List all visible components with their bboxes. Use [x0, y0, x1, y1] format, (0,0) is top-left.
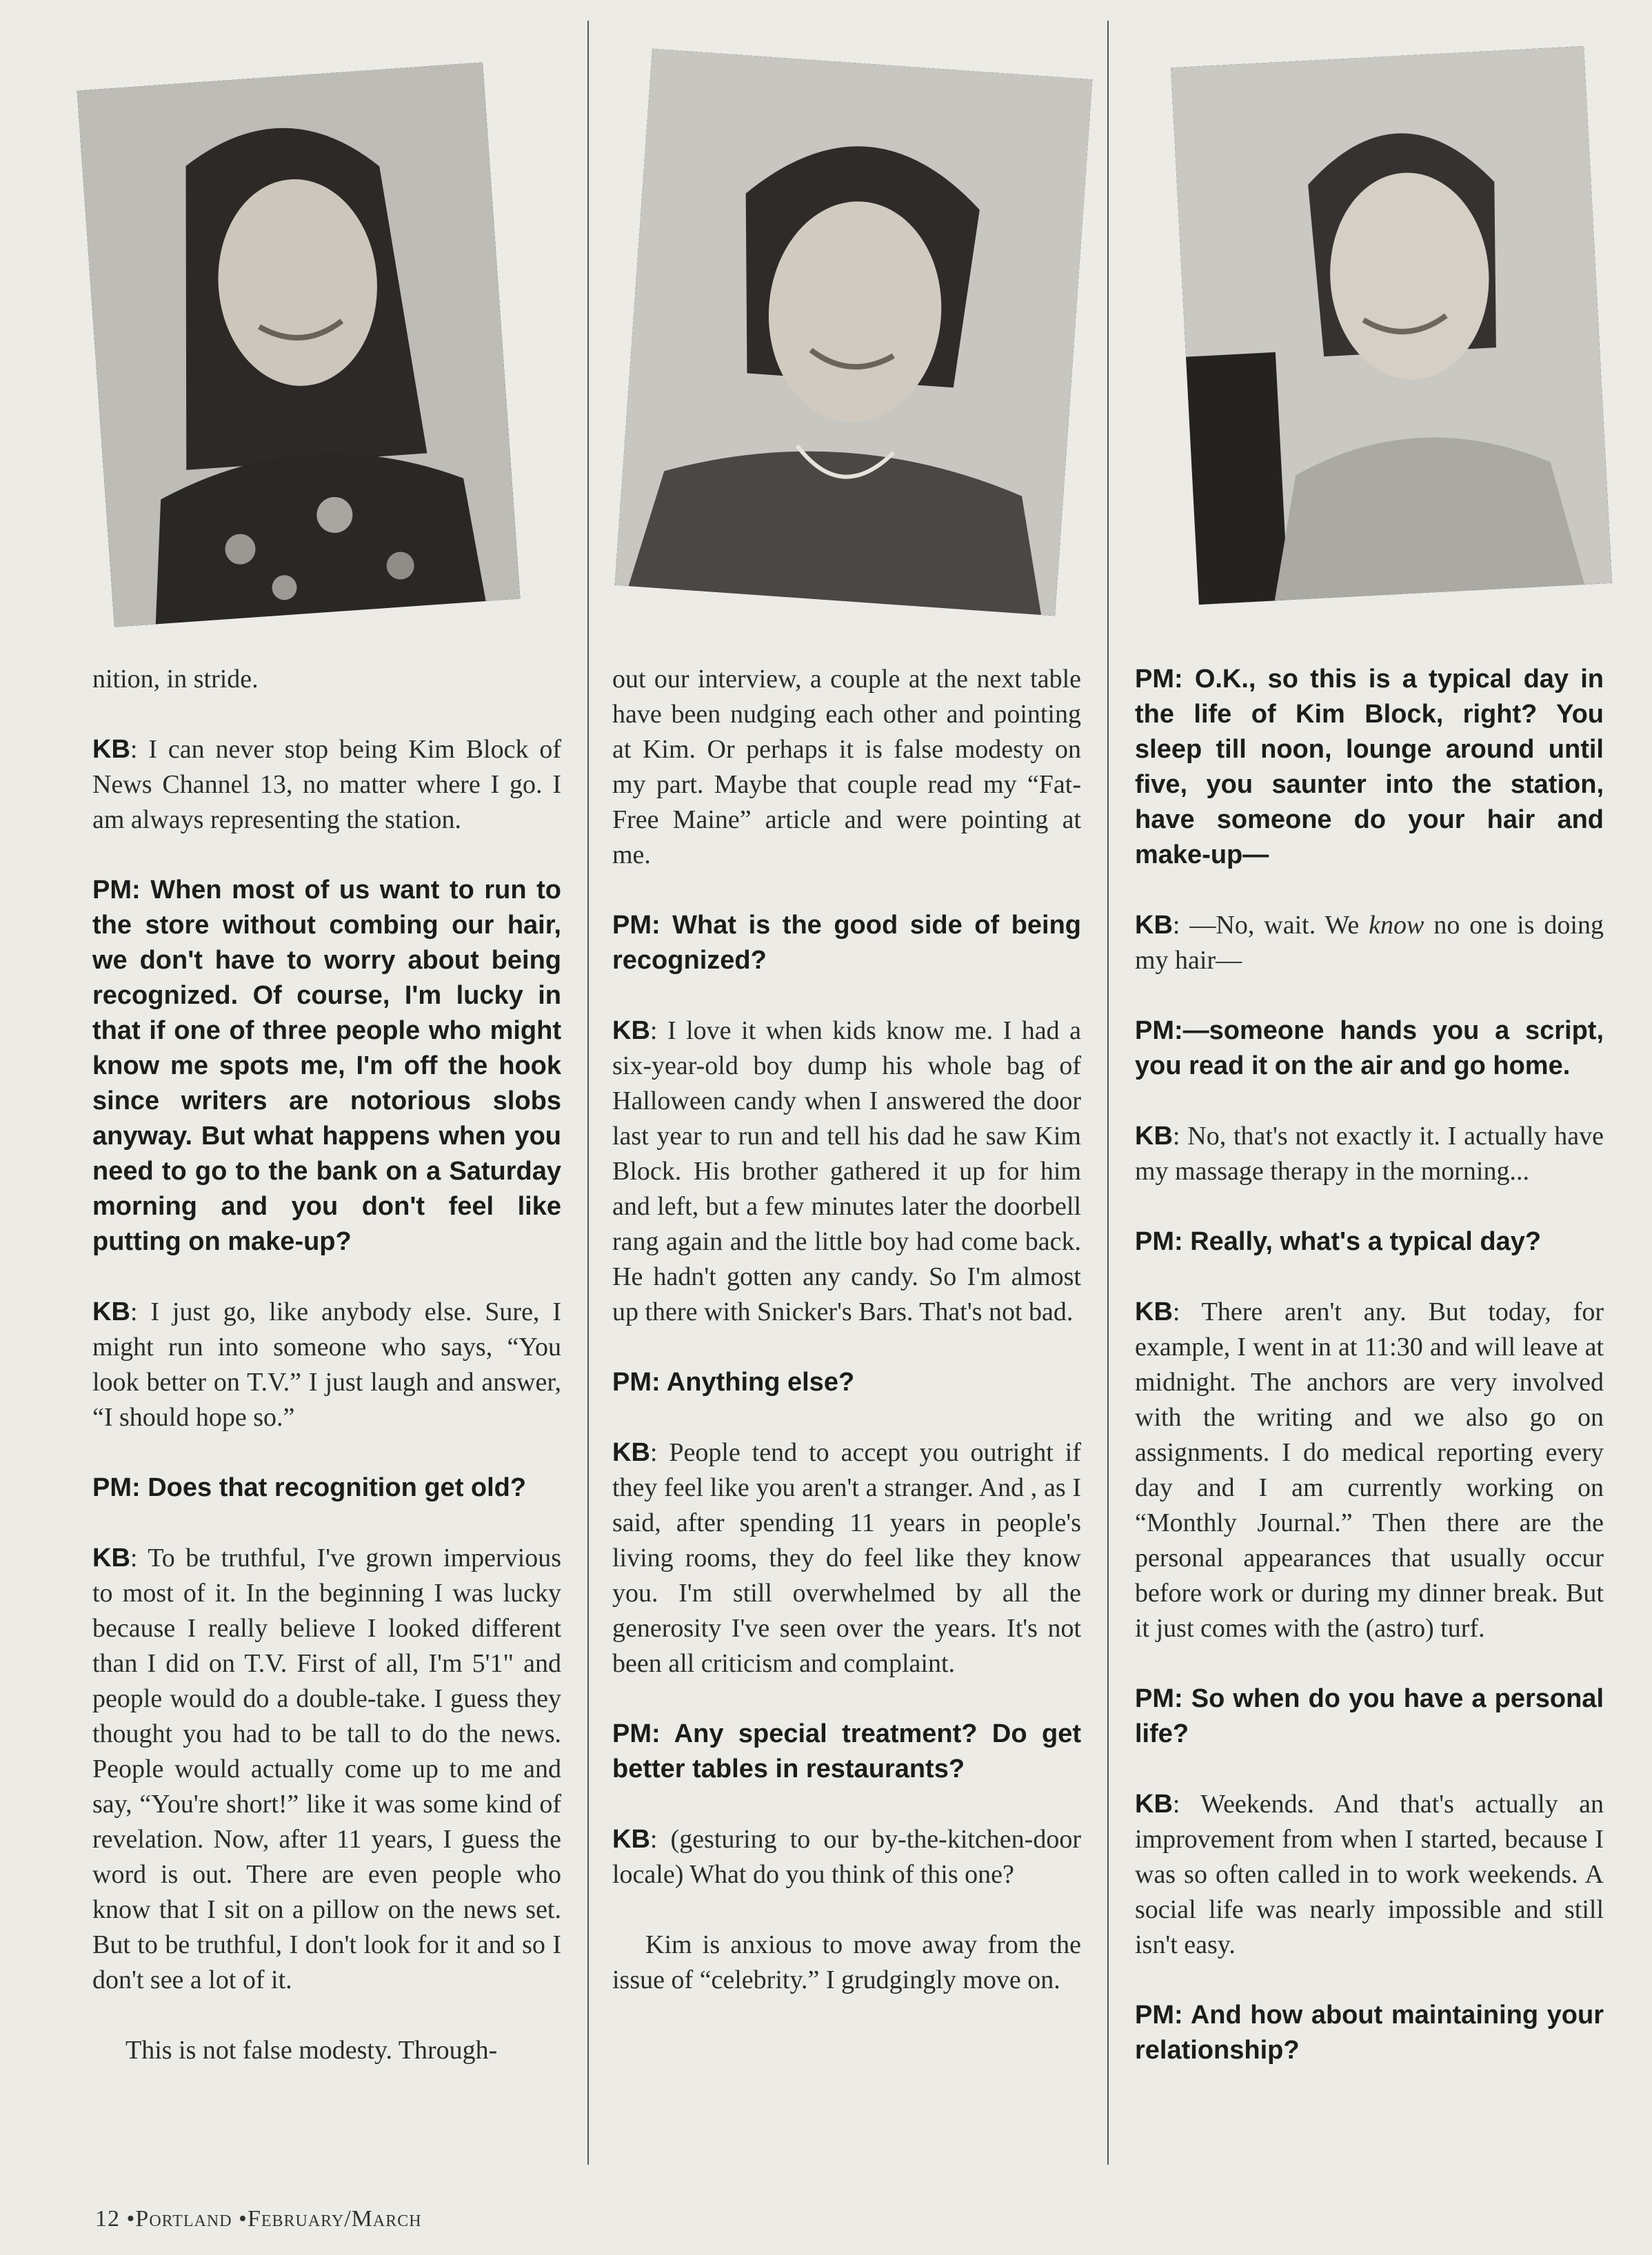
paragraph: [1135, 1787, 1604, 1963]
page-footer: [95, 2206, 422, 2232]
paragraph: [1135, 1295, 1604, 1646]
separator: •: [239, 2206, 248, 2232]
speaker-tag: KB: [612, 1016, 650, 1045]
speaker-tag: KB: [92, 1544, 130, 1573]
speaker-tag: KB: [92, 735, 130, 764]
answer-text: : I just go, like anybody else. Sure, I might run into someone who says, “You look better on T.V.” I just laugh and answer, “I should hope so.”: [92, 1297, 561, 1432]
speaker-tag: KB: [612, 1438, 650, 1467]
issue-date: February/March: [247, 2206, 422, 2232]
question: PM: Does that recognition get old?: [92, 1473, 527, 1502]
speaker-tag: KB: [92, 1297, 130, 1326]
answer-text: : I can never stop being Kim Block of News Channel 13, no matter where I go. I am always representing the station.: [92, 735, 561, 834]
paragraph: Kim is anxious to move away from the issue of “celebrity.” I grudgingly move on.: [612, 1930, 1081, 1994]
magazine-name: Portland: [135, 2206, 232, 2232]
question: PM: And how about maintaining your relationship?: [1135, 2001, 1604, 2065]
answer-text: : To be truthful, I've grown impervious to most of it. In the beginning I was lucky because I really believe I looked different than I did on T.V. First of all, I'm 5'1" and people would do a double-take. I guess they thought you had to be tall to do the news. People would actually come up to me and say, “You're short!” like it was some kind of revelation. Now, after 11 years, I guess the word is out. There are even people who know that I sit on a pillow on the news set. But to be truthful, I don't look for it and so I don't see a lot of it.: [92, 1544, 561, 1994]
column-2: [612, 662, 1081, 2033]
paragraph: [92, 732, 561, 838]
answer-text: no one is doing my hair—: [1135, 911, 1604, 975]
page-number: 12: [95, 2206, 120, 2232]
paragraph: [92, 1295, 561, 1435]
question: PM:—someone hands you a script, you read it on the air and go home.: [1135, 1016, 1604, 1080]
paragraph: out our interview, a couple at the next table have been nudging each other and pointing at Kim. Or perhaps it is false modesty on my part. Maybe that couple read my “Fat-Free Maine” article and were pointing at me.: [612, 665, 1081, 869]
question: PM: Anything else?: [612, 1368, 855, 1397]
paragraph: [1135, 908, 1604, 978]
question: PM: O.K., so this is a typical day in the life of Kim Block, right? You sleep till noon, lounge around until five, you saunter into the station, have someone do your hair and make-up—: [1135, 665, 1604, 869]
speaker-tag: KB: [1135, 1297, 1173, 1326]
column-rule-left: [587, 21, 589, 2165]
answer-text: : Weekends. And that's actually an improvement from when I started, because I was so often called in to work weekends. A social life was nearly impossible and still isn't easy.: [1135, 1790, 1604, 1959]
speaker-tag: KB: [1135, 1790, 1173, 1819]
column-rule-right: [1107, 21, 1109, 2165]
paragraph: This is not false modesty. Through-: [125, 2036, 498, 2065]
question: PM: When most of us want to run to the store without combing our hair, we don't have to worry about being recognized. Of course, I'm lucky in that if one of three people who might know me spots me, I'm off the hook since writers are notorious slobs anyway. But what happens when you need to go to the bank on a Saturday morning and you don't feel like putting on make-up?: [92, 876, 561, 1256]
speaker-tag: KB: [612, 1825, 650, 1854]
paragraph: [92, 1541, 561, 1998]
paragraph: [1135, 1119, 1604, 1189]
paragraph: [612, 1013, 1081, 1330]
answer-text: : —No, wait. We: [1172, 911, 1369, 940]
answer-text: : (gesturing to our by-the-kitchen-door locale) What do you think of this one?: [612, 1825, 1081, 1889]
kim-block-portrait-3: [1171, 46, 1612, 605]
kim-block-portrait-1: [77, 62, 521, 627]
question: PM: Any special treatment? Do get better tables in restaurants?: [612, 1719, 1081, 1783]
question: PM: What is the good side of being recognized?: [612, 911, 1081, 975]
paragraph: [612, 1822, 1081, 1892]
paragraph: nition, in stride.: [92, 665, 259, 694]
answer-text: : People tend to accept you outright if they feel like you aren't a stranger. And , as I said, after spending 11 years in people's living rooms, they do feel like they know you. I'm still overwhelmed by all the generosity I've seen over the years. It's not been all criticism and complaint.: [612, 1438, 1081, 1678]
column-1: [92, 662, 561, 2103]
emphasis-text: know: [1369, 911, 1424, 940]
paragraph: [612, 1435, 1081, 1681]
question: PM: Really, what's a typical day?: [1135, 1227, 1542, 1256]
column-3: [1135, 662, 1604, 2103]
answer-text: : No, that's not exactly it. I actually have my massage therapy in the morning...: [1135, 1122, 1604, 1186]
kim-block-portrait-2: [615, 49, 1093, 616]
separator: •: [126, 2206, 136, 2232]
question: PM: So when do you have a personal life?: [1135, 1684, 1604, 1748]
speaker-tag: KB: [1135, 911, 1173, 940]
answer-text: : I love it when kids know me. I had a six-year-old boy dump his whole bag of Halloween candy when I answered the door last year to run and tell his dad he saw Kim Block. His brother gathered it up for him and left, but a few minutes later the doorbell rang again and the little boy had come back. He hadn't gotten any candy. So I'm almost up there with Snicker's Bars. That's not bad.: [612, 1016, 1081, 1326]
speaker-tag: KB: [1135, 1122, 1173, 1151]
answer-text: : There aren't any. But today, for example, I went in at 11:30 and will leave at midnight. The anchors are very involved with the writing and we also go on assignments. I do medical reporting every day and I am currently working on “Monthly Journal.” Then there are the personal appearances that usually occur before work or during my dinner break. But it just comes with the (astro) turf.: [1135, 1297, 1604, 1643]
